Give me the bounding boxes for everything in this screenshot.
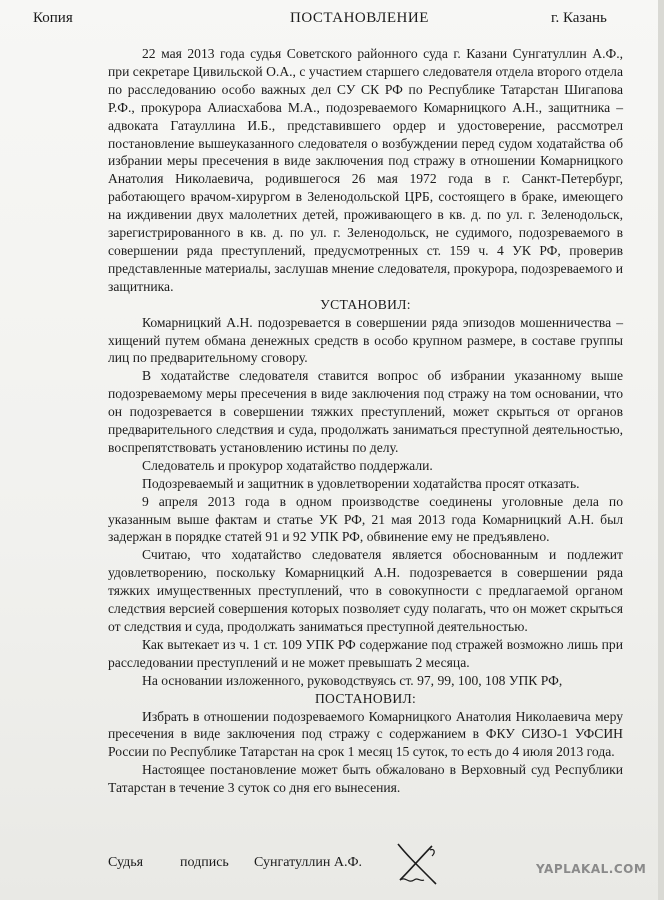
document-body bbox=[108, 45, 623, 797]
copy-label: Копия bbox=[33, 10, 73, 26]
resolved-heading: ПОСТАНОВИЛ: bbox=[314, 690, 417, 706]
resolved-paragraph: Настоящее постановление может быть обжаловано в Верховный суд Республики Татарстан в течение 3 суток со дня его вынесения. bbox=[108, 762, 623, 796]
established-paragraph: Следователь и прокурор ходатайство поддержали. bbox=[142, 457, 433, 473]
intro-paragraph: 22 мая 2013 года судья Советского районного суда г. Казани Сунгатуллин А.Ф., при секретаре Цивильской О.А., с участием старшего следователя отдела второго отдела по расследованию особо важных дел СУ СК РФ по Республике Татарстан Шигапова Р.Ф., прокурора Алиасхабова М.А., подозреваемого Комарницкого А.Н., защитника – адвоката Гатауллина И.Б., представившего ордер и удостоверение, рассмотрел постановление вышеуказанного следователя о возбуждении перед судом ходатайства об избрании меры пресечения в виде заключения под стражу в отношении Комарницкого Анатолия Николаевича, родившегося 26 мая 1972 года в г. Санкт-Петербург, работающего врачом-хирургом в Зеленодольской ЦРБ, состоящего в браке, имеющего на иждивении двух малолетних детей, проживающего в кв. д. по ул. г. Зеленодольск, зарегистрированного в кв. д. по ул. г. Зеленодольск, не судимого, подозреваемого в совершении ряда преступлений, предусмотренных ст. 159 ч. 4 УК РФ, проверив представленные материалы, заслушав мнение следователя, прокурора, подозреваемого и защитника. bbox=[108, 46, 623, 294]
established-paragraph: Комарницкий А.Н. подозревается в совершении ряда эпизодов мошенничества – хищений путем обмана денежных средств в особо крупном размере, в составе группы лиц по предварительному сговору. bbox=[108, 314, 623, 366]
established-paragraph: В ходатайстве следователя ставится вопрос об избрании указанному выше подозреваемому меры пресечения в виде заключения под стражу на том основании, что он подозревается в совершении тяжких преступлений, может скрыться от органов предварительного следствия и суда, продолжать заниматься преступной деятельностью, воспрепятствовать установлению истины по делу. bbox=[108, 368, 623, 455]
document-header bbox=[0, 10, 658, 32]
document-title: ПОСТАНОВЛЕНИЕ bbox=[290, 10, 429, 26]
established-paragraph: Как вытекает из ч. 1 ст. 109 УПК РФ содержание под стражей возможно лишь при расследовании преступлений и не может превышать 2 месяца. bbox=[108, 636, 623, 670]
judge-name: Сунгатуллин А.Ф. bbox=[254, 855, 363, 870]
established-paragraph: Подозреваемый и защитник в удовлетворении ходатайства просят отказать. bbox=[142, 475, 580, 491]
established-heading: УСТАНОВИЛ: bbox=[320, 296, 411, 312]
resolved-paragraph: Избрать в отношении подозреваемого Комарницкого Анатолия Николаевича меру пресечения в виде заключения под стражу с содержанием в ФКУ СИЗО-1 УФСИН России по Республике Татарстан на срок 1 месяц 15 суток, то есть до 4 июля 2013 года. bbox=[108, 708, 623, 760]
signature-row bbox=[108, 855, 608, 875]
established-paragraph: Считаю, что ходатайство следователя является обоснованным и подлежит удовлетворению, поскольку Комарницкий А.Н. подозревается в совершении ряда тяжких имущественных преступлений, что в совокупности с предлагаемой органом следствия версией совершения которых позволяет суду полагать, что он может скрыться от следствия и суда, продолжать заниматься преступной деятельностью. bbox=[108, 547, 623, 634]
established-paragraph: На основании изложенного, руководствуясь ст. 97, 99, 100, 108 УПК РФ, bbox=[142, 672, 563, 688]
site-watermark: YAPLAKAL.COM bbox=[536, 862, 647, 876]
judge-role-label: Судья bbox=[108, 855, 144, 870]
city-label: г. Казань bbox=[551, 10, 607, 26]
handwritten-signature-icon bbox=[392, 840, 442, 888]
signature-label: подпись bbox=[180, 855, 229, 870]
established-paragraph: 9 апреля 2013 года в одном производстве соединены уголовные дела по указанным выше фактам и статье УК РФ, 21 мая 2013 года Комарницкий А.Н. был задержан в порядке статей 91 и 92 УПК РФ, обвинение ему не предъявлено. bbox=[108, 493, 623, 545]
